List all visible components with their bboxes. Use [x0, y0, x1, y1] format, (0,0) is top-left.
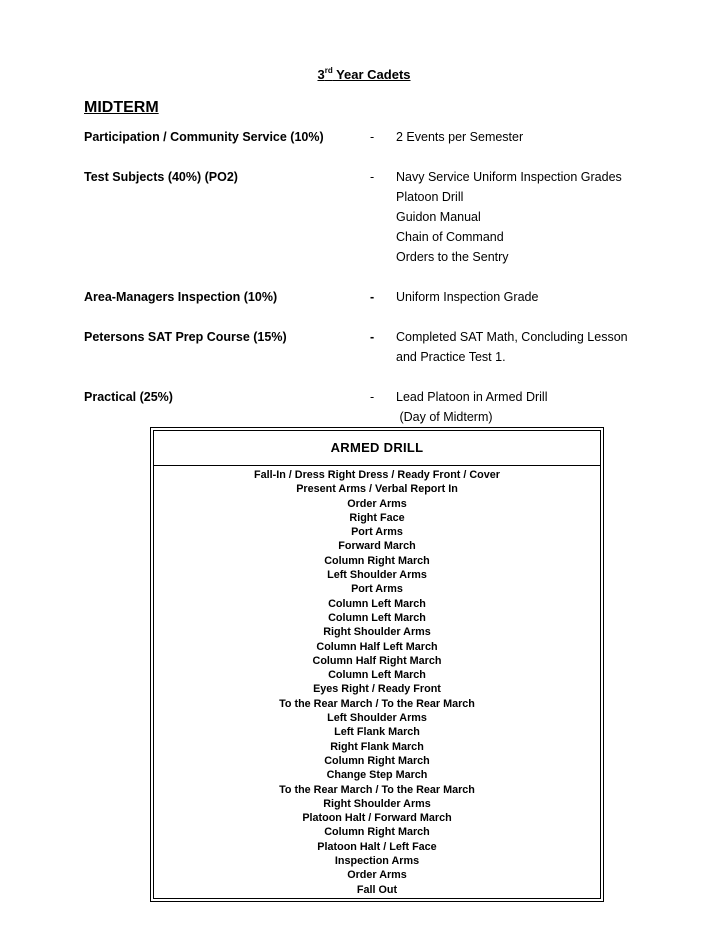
armed-drill-command-list: [154, 466, 600, 897]
drill-command: Port Arms: [351, 526, 403, 539]
title-ordinal-suffix: rd: [324, 66, 333, 75]
grade-label: Area-Managers Inspection (10%): [84, 290, 278, 304]
grade-detail-line: Chain of Command: [396, 230, 504, 244]
grade-label: Practical (25%): [84, 390, 173, 404]
drill-command: To the Rear March / To the Rear March: [279, 783, 475, 796]
title-number: 3: [317, 67, 325, 82]
grade-detail-line: Platoon Drill: [396, 190, 464, 204]
grade-details: [396, 127, 523, 147]
drill-command: Column Right March: [324, 826, 430, 839]
page-title: [0, 66, 728, 82]
drill-command: To the Rear March / To the Rear March: [279, 697, 475, 710]
grade-detail-line: Orders to the Sentry: [396, 250, 509, 264]
grade-details: [396, 387, 547, 427]
grade-label: Participation / Community Service (10%): [84, 130, 324, 144]
grade-details: [396, 327, 628, 367]
drill-command: Column Half Right March: [312, 654, 442, 667]
armed-drill-table: [153, 430, 601, 899]
grade-detail-line: Navy Service Uniform Inspection Grades: [396, 170, 622, 184]
drill-command: Column Left March: [328, 611, 426, 624]
drill-command: Right Face: [349, 511, 405, 524]
grade-detail-line: 2 Events per Semester: [396, 130, 524, 144]
drill-command: Left Shoulder Arms: [327, 712, 427, 725]
grade-details: [396, 287, 538, 307]
grade-label: Petersons SAT Prep Course (15%): [84, 330, 287, 344]
drill-command: Column Right March: [324, 754, 430, 767]
drill-command: Platoon Halt / Left Face: [317, 840, 437, 853]
grade-dash: -: [370, 390, 375, 404]
drill-command: Column Half Left March: [316, 640, 438, 653]
section-heading: MIDTERM: [84, 99, 159, 116]
drill-command: Order Arms: [347, 497, 407, 510]
drill-command: Left Flank March: [334, 726, 420, 739]
drill-command: Right Flank March: [330, 740, 424, 753]
drill-command: Left Shoulder Arms: [327, 569, 427, 582]
drill-command: Eyes Right / Ready Front: [313, 683, 441, 696]
drill-command: Platoon Halt / Forward March: [302, 812, 452, 825]
title-text: Year Cadets: [332, 67, 411, 82]
grade-details: [396, 167, 622, 267]
drill-command: Forward March: [338, 540, 416, 553]
drill-command: Column Right March: [324, 554, 430, 567]
drill-command: Fall Out: [356, 883, 398, 896]
grade-detail-line: Completed SAT Math, Concluding Lesson: [396, 330, 628, 344]
grade-detail-line: (Day of Midterm): [396, 410, 493, 424]
grade-detail-line: and Practice Test 1.: [396, 350, 506, 364]
drill-command: Column Left March: [328, 669, 426, 682]
drill-command: Column Left March: [328, 597, 426, 610]
drill-command: Order Arms: [347, 869, 407, 882]
grade-dash: -: [370, 330, 375, 344]
grade-detail-line: Guidon Manual: [396, 210, 481, 224]
drill-command: Right Shoulder Arms: [323, 626, 431, 639]
grade-detail-line: Uniform Inspection Grade: [396, 290, 539, 304]
drill-command: Fall-In / Dress Right Dress / Ready Front / Cover: [254, 469, 500, 481]
drill-command: Change Step March: [326, 769, 428, 782]
drill-command: Inspection Arms: [334, 855, 420, 868]
armed-drill-header: ARMED DRILL: [154, 431, 600, 466]
drill-command: Port Arms: [351, 583, 403, 596]
grade-dash: -: [370, 170, 375, 184]
drill-command: Present Arms / Verbal Report In: [296, 483, 458, 496]
grade-dash: -: [370, 290, 375, 304]
grade-dash: -: [370, 130, 375, 144]
grade-label: Test Subjects (40%) (PO2): [84, 170, 238, 184]
grade-detail-line: Lead Platoon in Armed Drill: [396, 390, 548, 404]
drill-command: Right Shoulder Arms: [323, 797, 431, 810]
